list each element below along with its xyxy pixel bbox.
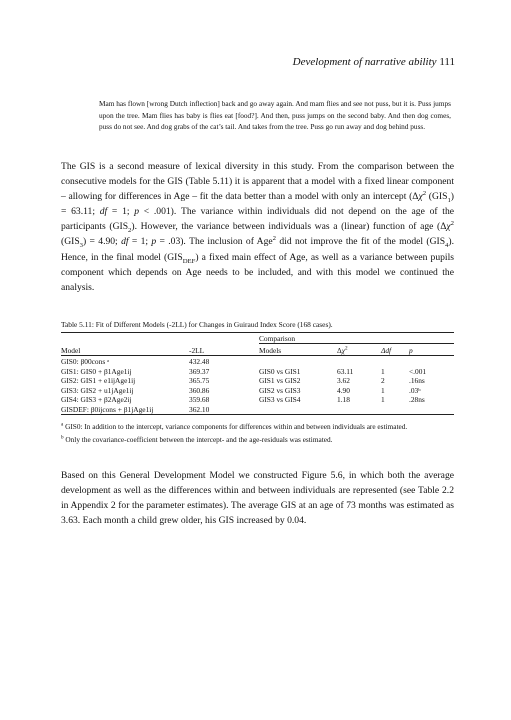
cell-p (409, 356, 454, 367)
cell-ll: 362.10 (189, 405, 259, 415)
running-head (293, 56, 455, 68)
cell-df (381, 405, 409, 415)
para1-text: (GIS (426, 191, 448, 203)
cell-df (381, 356, 409, 367)
cell-df: 1 (381, 366, 385, 376)
transcript-quote: Mam has flown [wrong Dutch inflection] back and go away again. And mam flies and see not puss, but it is. Puss jumps upon the tree. Mam flies has baby is flies eat [food?]. And then, puss jumps on the second baby. And then dog comes, puss do not see. And dog grabs of the cat’s tail. And takes from the tree. Puss go run away and dog behind puss. (99, 99, 451, 132)
col-header-model: Model (61, 344, 189, 356)
chi-symbol: χ (446, 221, 451, 233)
col-header-2ll: -2LL (189, 344, 259, 356)
note-mark: b (61, 434, 64, 441)
cell-model: GISDEF: β0ijcons + β1jAge1ij (61, 405, 189, 415)
table-header-blank (189, 333, 259, 344)
p-label: p (409, 345, 413, 355)
sup: 2 (422, 190, 427, 197)
cell-ll: 360.86 (189, 385, 210, 395)
df-symbol: df (99, 206, 108, 218)
cell-df: 1 (381, 395, 385, 404)
model-fit-table (61, 332, 454, 415)
running-head-title: Development of narrative ability (292, 56, 437, 68)
col-header-delta-chi (337, 344, 381, 356)
note-mark: a (61, 421, 64, 428)
cell-model: GIS0: β00cons ᵃ (61, 357, 110, 366)
sub: 4 (445, 242, 449, 250)
cell-chi (337, 405, 381, 415)
col-header-models: Models (259, 344, 337, 356)
para1-text: The GIS is a second measure of lexical diversity in this study. From the comparison between the consecutive models for the GIS (Table 5.11) it is apparent that a model with a fixed linear component – allowing for differences in Age – fit the data better than a model with only an intercept (Δ (61, 161, 454, 203)
cell-p: .28ns (409, 395, 425, 404)
sup: 2 (450, 220, 454, 228)
cell-p: <.001 (409, 366, 427, 376)
note-a (61, 422, 454, 432)
cell-p: .03ᵇ (409, 385, 421, 395)
cell-model: GIS4: GIS3 + β2Age2ij (61, 395, 132, 404)
cell-chi: 63.11 (337, 366, 354, 376)
para1-text: ) a fixed main effect of Age, as well as a variance between pupils component which depends on Age needs to be included, and with this model we continued the analysis. (61, 251, 454, 293)
table-row (61, 405, 454, 415)
cell-df: 2 (381, 376, 385, 385)
paragraph-gis-comparison (61, 159, 454, 295)
cell-chi: 3.62 (337, 376, 350, 385)
cell-chi: 4.90 (337, 385, 350, 395)
table-row (61, 395, 454, 405)
cell-cmp: GIS2 vs GIS3 (259, 385, 301, 395)
para1-text: ) = 63.11; (61, 191, 454, 218)
note-b-text: Only the covariance-coefficient between the intercept- and the age-residuals was estimated. (63, 435, 333, 445)
cell-chi (337, 356, 381, 367)
table-notes (61, 422, 454, 449)
para1-text: < .001). The variance within individuals did not depend on the age of the participants (GIS (61, 206, 454, 233)
p-symbol: p (134, 206, 140, 218)
paragraph-general-model: Based on this General Development Model we constructed Figure 5.6, in which both the average development as well as the differences within and between individuals are represented (see Table 2.2 in Appendix 2 for the parameter estimates). The average GIS at an age of 73 months was estimated as 3.63. Each month a child grew older, his GIS increased by 0.04. (61, 470, 454, 527)
table-row (61, 367, 454, 377)
para1-text: ). Hence, in the final model (GIS (61, 236, 454, 263)
para1-text: ) = 4.90; (83, 236, 122, 248)
col-header-p (409, 344, 454, 356)
cell-ll: 432.48 (189, 357, 210, 366)
para1-text: ). However, the variance between individuals was a (linear) function of age (Δ (131, 221, 447, 233)
cell-p (409, 405, 454, 415)
sub: 3 (79, 242, 84, 250)
cell-ll: 365.75 (189, 376, 210, 385)
table-row (61, 386, 454, 396)
comparison-header: Comparison (259, 333, 454, 344)
cell-cmp: GIS0 vs GIS1 (259, 366, 301, 376)
table-caption: Table 5.11: Fit of Different Models (-2LL) for Changes in Guiraud Index Score (168 cases). (61, 320, 333, 329)
cell-cmp (259, 405, 337, 415)
cell-chi: 1.18 (337, 395, 350, 404)
cell-cmp: GIS1 vs GIS2 (259, 376, 301, 385)
para1-text: = 1; (128, 236, 152, 248)
cell-cmp: GIS3 vs GIS4 (259, 395, 301, 404)
para1-text: (GIS (61, 236, 80, 248)
cell-ll: 369.37 (189, 366, 210, 376)
df-symbol: df (121, 236, 129, 248)
para1-text: = .03). The inclusion of Age (156, 236, 273, 248)
sup: 2 (272, 235, 277, 243)
sub: DEF (182, 257, 196, 265)
table-row (61, 356, 454, 367)
p-symbol: p (151, 236, 157, 248)
para1-text: did not improve the fit of the model (GIS (276, 236, 446, 248)
chi-symbol: χ (418, 191, 423, 203)
cell-p: .16ns (409, 376, 425, 385)
cell-model: GIS3: GIS2 + u1jAge1ij (61, 385, 134, 395)
sup: 2 (345, 345, 348, 352)
cell-model: GIS1: GIS0 + β1Age1ij (61, 366, 132, 376)
delta-symbol: Δ (337, 345, 342, 355)
cell-df: 1 (381, 385, 385, 395)
note-a-text: GIS0: In addition to the intercept, variance components for differences within and between individuals are estimated. (63, 422, 408, 431)
table-row (61, 376, 454, 386)
chi-symbol: χ (341, 345, 346, 355)
sub: 1 (447, 197, 451, 205)
col-header-delta-df (381, 344, 409, 356)
sub: 2 (128, 227, 132, 235)
table-header-blank (61, 333, 189, 344)
para1-text: = 1; (107, 206, 135, 218)
note-b (61, 435, 454, 445)
cell-model: GIS2: GIS1 + e1ijAge1ij (61, 376, 136, 385)
page-number: 111 (439, 56, 455, 68)
df-label: Δdf (381, 345, 392, 355)
cell-ll: 359.68 (189, 395, 210, 404)
table-body (61, 356, 454, 415)
cell-cmp (259, 356, 337, 367)
